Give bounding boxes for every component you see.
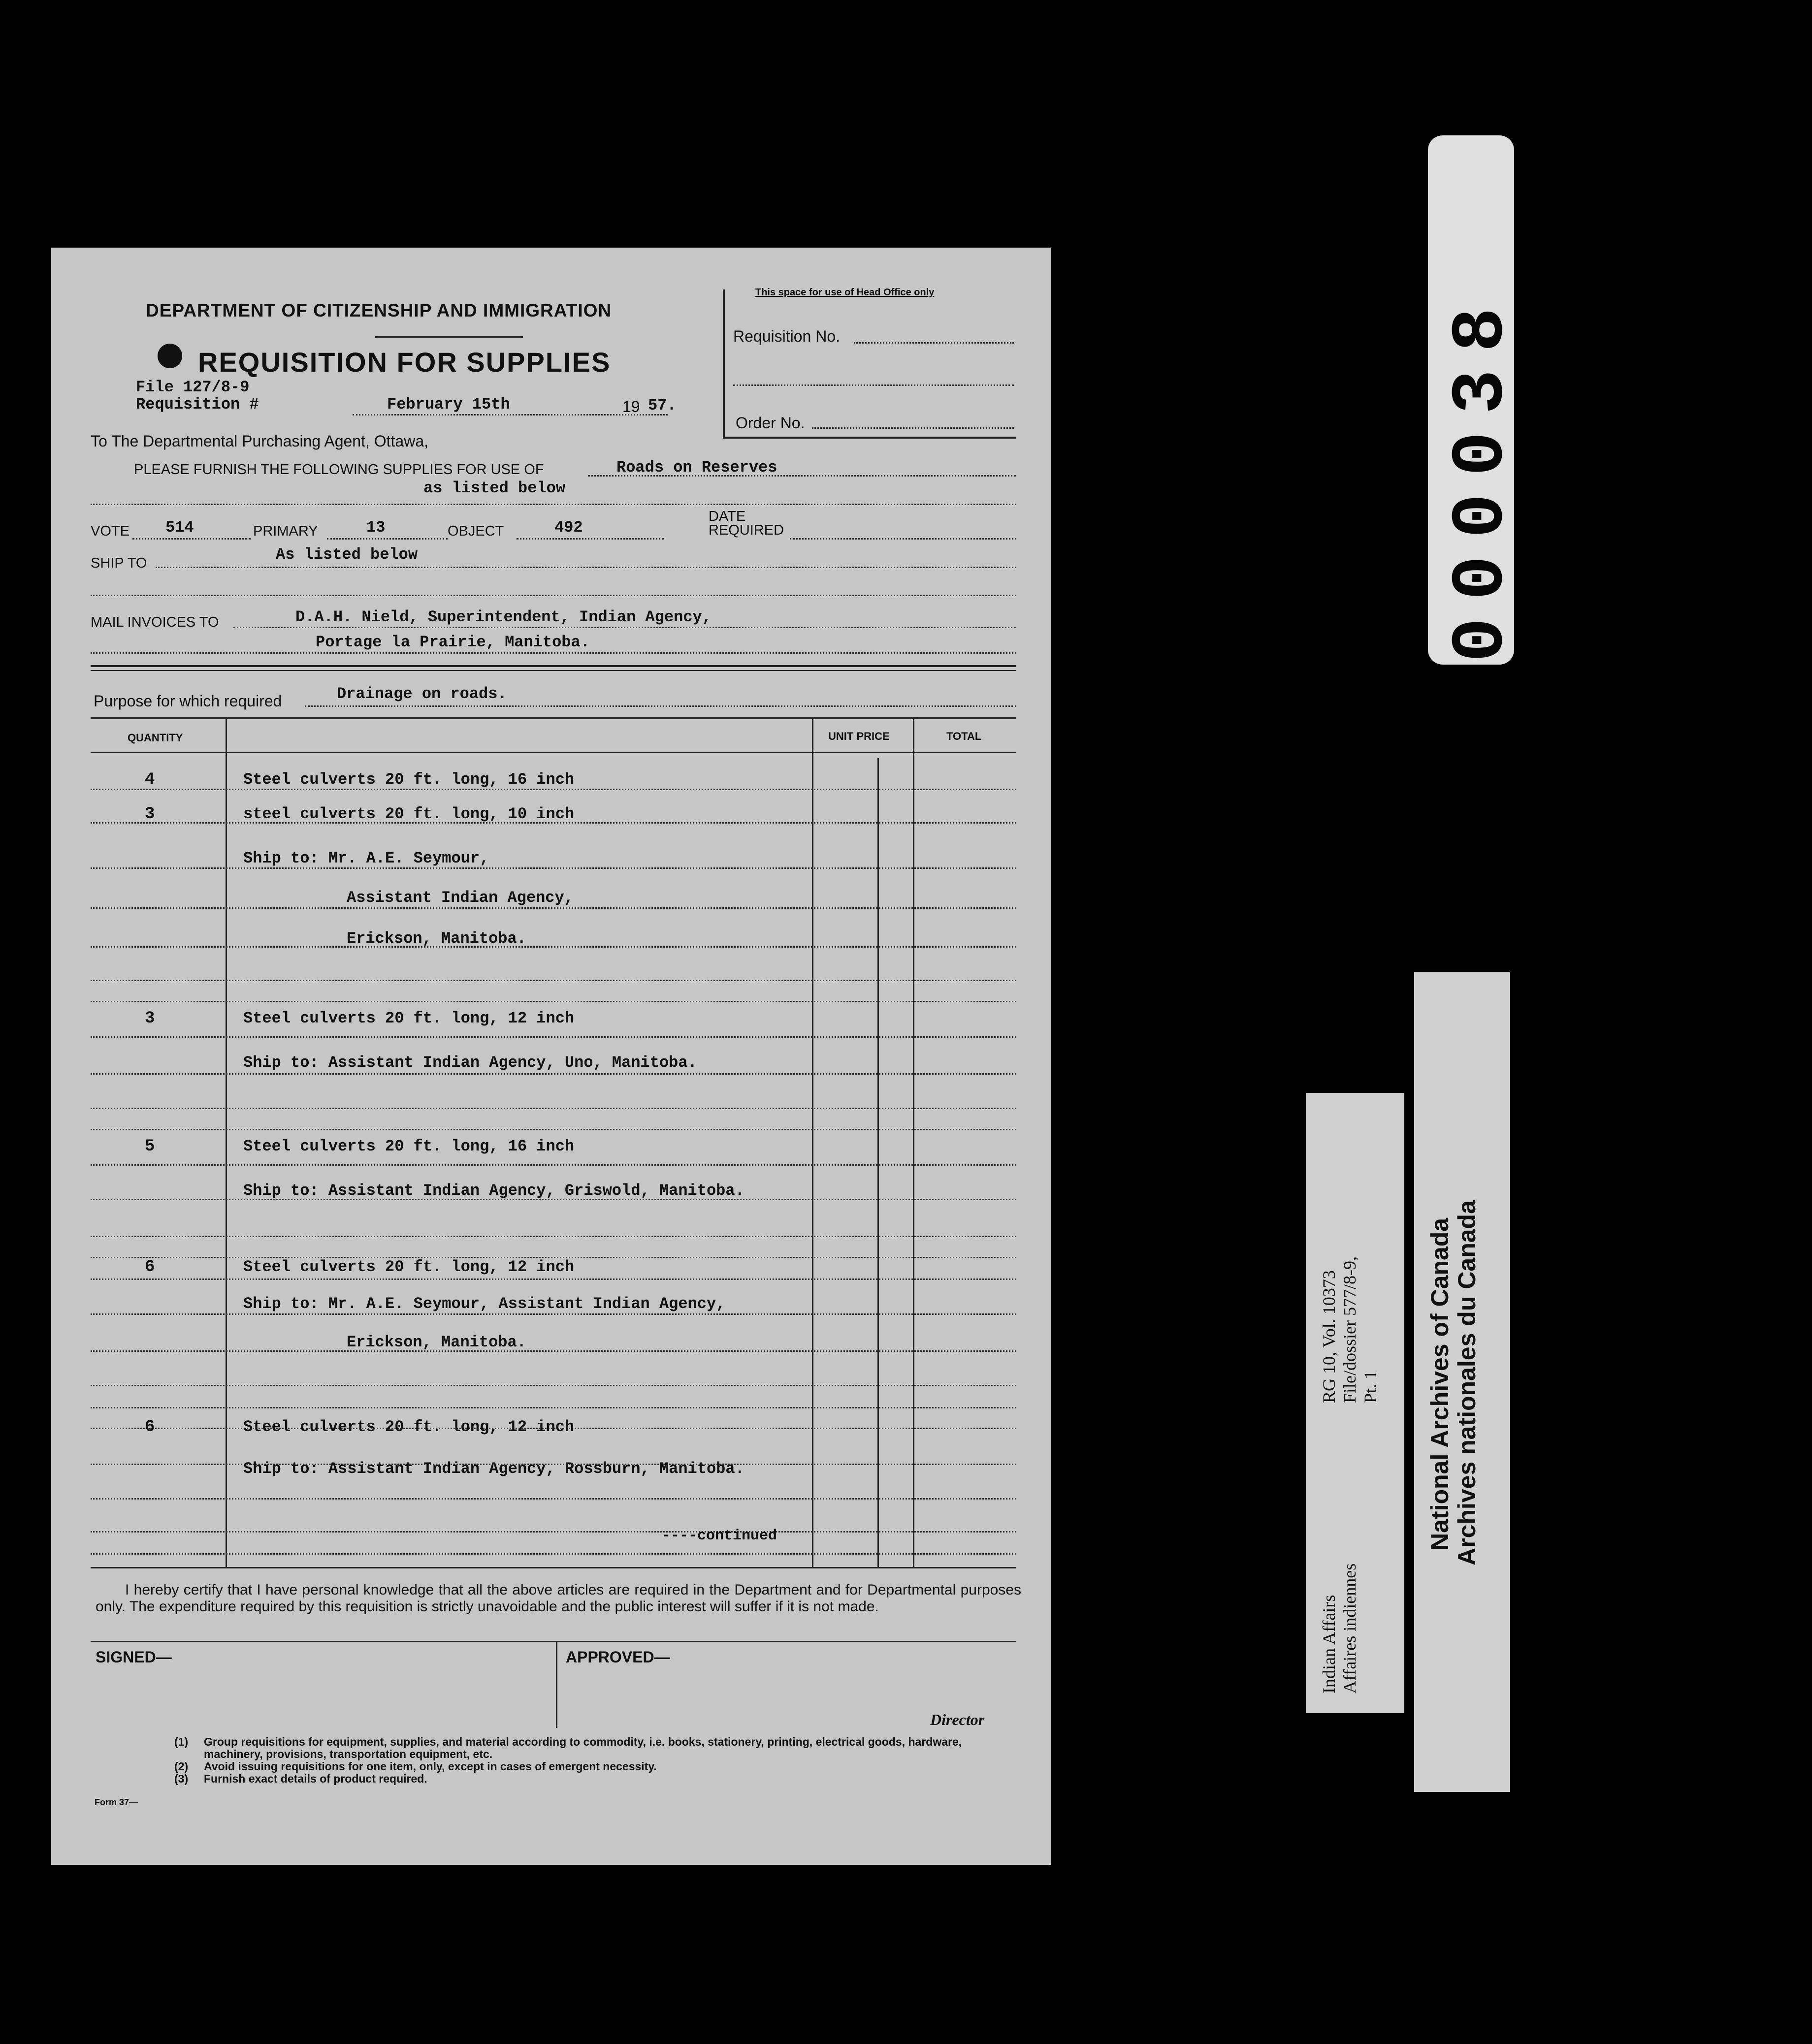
vote-value: 514 [165,518,194,537]
row-description: Ship to: Assistant Indian Agency, Griswold, Manitoba. [243,1182,744,1200]
signed-label: SIGNED— [96,1648,172,1666]
head-office-box-border [723,437,1016,439]
furnish-line [91,504,1016,505]
punch-hole [158,344,182,368]
head-office-line [854,342,1014,344]
requisition-form [51,248,1051,1865]
column-quantity: QUANTITY [128,732,183,744]
reference-ref-3: Pt. 1 [1360,1370,1380,1403]
approved-label: APPROVED— [566,1648,670,1666]
table-row-line [91,1278,1016,1280]
row-quantity: 6 [145,1418,155,1437]
row-description: Ship to: Mr. A.E. Seymour, Assistant Indian Agency, [243,1295,726,1313]
head-office-line [733,384,1014,386]
object-value: 492 [554,518,583,537]
section-divider [91,670,1016,671]
table-column-divider [877,758,879,1568]
row-description: Ship to: Assistant Indian Agency, Uno, Manitoba. [243,1054,697,1072]
primary-label: PRIMARY [253,523,318,539]
purpose-line [305,705,1016,707]
reference-ref-1: RG 10, Vol. 10373 [1319,1270,1339,1403]
table-header-border [91,752,1016,753]
row-quantity: 4 [145,770,155,789]
mail-invoices-line-1: D.A.H. Nield, Superintendent, Indian Agency, [295,608,712,626]
file-reference: File 127/8-9 [136,378,250,396]
instruction-notes [174,1736,982,1785]
furnish-line [588,475,1016,477]
object-line [517,538,664,540]
purpose-label: Purpose for which required [94,692,282,710]
note-item [174,1736,982,1760]
furnish-label: PLEASE FURNISH THE FOLLOWING SUPPLIES FOR USE OF [134,462,544,478]
note-number: (3) [174,1772,189,1785]
row-description: Steel culverts 20 ft. long, 16 inch [243,770,575,789]
reference-ref-2: File/dossier 577/8-9, [1340,1256,1359,1403]
form-title: REQUISITION FOR SUPPLIES [198,347,611,378]
primary-value: 13 [366,518,386,537]
head-office-requisition-label: Requisition No. [733,327,840,345]
column-unit-price: UNIT PRICE [828,730,890,742]
director-label: Director [930,1711,985,1728]
requisition-number-label: Requisition # [136,395,259,414]
form-number: Form 37— [95,1797,138,1807]
primary-line [327,538,448,540]
archive-name-fr: Archives nationales du Canada [1453,1200,1481,1565]
row-description: Assistant Indian Agency, [347,889,574,907]
note-text: Group requisitions for equipment, supplies, and material according to commodity, i.e. books, stationery, printing, electrical goods, hardware, machinery, provisions, transportation equipment, etc. [204,1735,962,1760]
signature-column-divider [556,1642,557,1728]
table-row-line [91,907,1016,909]
head-office-box-border [723,289,725,437]
row-quantity: 6 [145,1258,155,1277]
table-column-divider [812,717,813,1568]
head-office-order-label: Order No. [736,414,805,432]
table-row-line [91,1129,1016,1130]
ship-to-line [156,567,1016,568]
head-office-header: This space for use of Head Office only [755,287,935,298]
table-top-border [91,717,1016,719]
row-description: Steel culverts 20 ft. long, 12 inch [243,1418,575,1436]
note-item [174,1760,982,1773]
year-prefix: 19 [622,398,640,415]
note-number: (2) [174,1760,189,1773]
table-row-line [91,980,1016,981]
table-row-line [91,1313,1016,1315]
table-row-line [91,1407,1016,1408]
table-row-line [91,1236,1016,1237]
table-row-line [91,1108,1016,1109]
note-item [174,1773,982,1785]
table-row-line [91,1498,1016,1500]
object-label-text: OBJECT [448,523,504,539]
furnish-value-1: Roads on Reserves [616,458,777,477]
section-divider [91,665,1016,667]
heading-rule [375,336,523,338]
date-required-line [790,538,1016,540]
row-quantity: 5 [145,1137,155,1156]
row-description: steel culverts 20 ft. long, 10 inch [243,805,575,823]
table-column-divider [226,717,227,1568]
form-date: February 15th [387,395,510,414]
reference-dept-1: Indian Affairs [1319,1595,1339,1693]
to-line: To The Departmental Purchasing Agent, Ottawa, [91,432,429,450]
row-quantity: 3 [145,1009,155,1028]
table-row-line [91,867,1016,869]
department-heading: DEPARTMENT OF CITIZENSHIP AND IMMIGRATION [146,300,612,320]
year-value: 57. [648,396,677,415]
row-description: Steel culverts 20 ft. long, 12 inch [243,1258,575,1276]
head-office-line [812,427,1014,429]
archive-name-en: National Archives of Canada [1426,1217,1454,1551]
column-total: TOTAL [946,730,982,742]
mail-invoices-line [91,652,1016,654]
mail-invoices-line [233,627,1016,628]
row-description: Steel culverts 20 ft. long, 12 inch [243,1009,575,1027]
row-quantity: 3 [145,805,155,824]
mail-invoices-line-2: Portage la Prairie, Manitoba. [316,633,590,651]
mail-invoices-label: MAIL INVOICES TO [91,614,219,630]
table-row-line [91,1001,1016,1002]
table-row-line [91,1073,1016,1075]
table-row-line [91,1553,1016,1555]
note-number: (1) [174,1735,189,1748]
ship-to-line [91,595,1016,596]
certification-text: I hereby certify that I have personal knowledge that all the above articles are required in the Department and for Departmental purposes only. The expenditure required by this requisition is strictly unavoidable and the public interest will suffer if it is not made. [96,1582,1021,1615]
vote-label: VOTE [91,523,129,539]
ship-to-label: SHIP TO [91,555,147,571]
continued-note: ----continued [662,1528,777,1544]
row-description: Ship to: Mr. A.E. Seymour, [243,849,489,867]
table-row-line [91,1164,1016,1166]
date-required-label-2: REQUIRED [709,522,784,538]
reference-dept-2: Affaires indiennes [1340,1563,1359,1693]
table-row-line [91,1036,1016,1038]
table-column-divider [913,717,914,1568]
row-description: Steel culverts 20 ft. long, 16 inch [243,1137,575,1155]
note-text: Avoid issuing requisitions for one item, only, except in cases of emergent necessity. [204,1760,657,1773]
vote-line [132,538,251,540]
table-row-line [91,789,1016,790]
frame-number: 000038 [1440,289,1524,662]
table-row-line [91,946,1016,948]
ship-to-value: As listed below [276,545,418,564]
table-row-line [91,1350,1016,1352]
date-required-label-1: DATE [709,509,746,524]
row-description: Erickson, Manitoba. [347,929,526,948]
table-row-line [91,1531,1016,1533]
purpose-value: Drainage on roads. [337,685,507,703]
date-line [353,414,668,415]
row-description: Erickson, Manitoba. [347,1333,526,1351]
note-text: Furnish exact details of product required. [204,1772,427,1785]
furnish-value-2: as listed below [423,479,566,497]
signature-divider [91,1641,1016,1642]
table-bottom-border [91,1567,1016,1568]
table-row-line [91,1385,1016,1386]
row-description: Ship to: Assistant Indian Agency, Rossburn, Manitoba. [243,1460,744,1478]
